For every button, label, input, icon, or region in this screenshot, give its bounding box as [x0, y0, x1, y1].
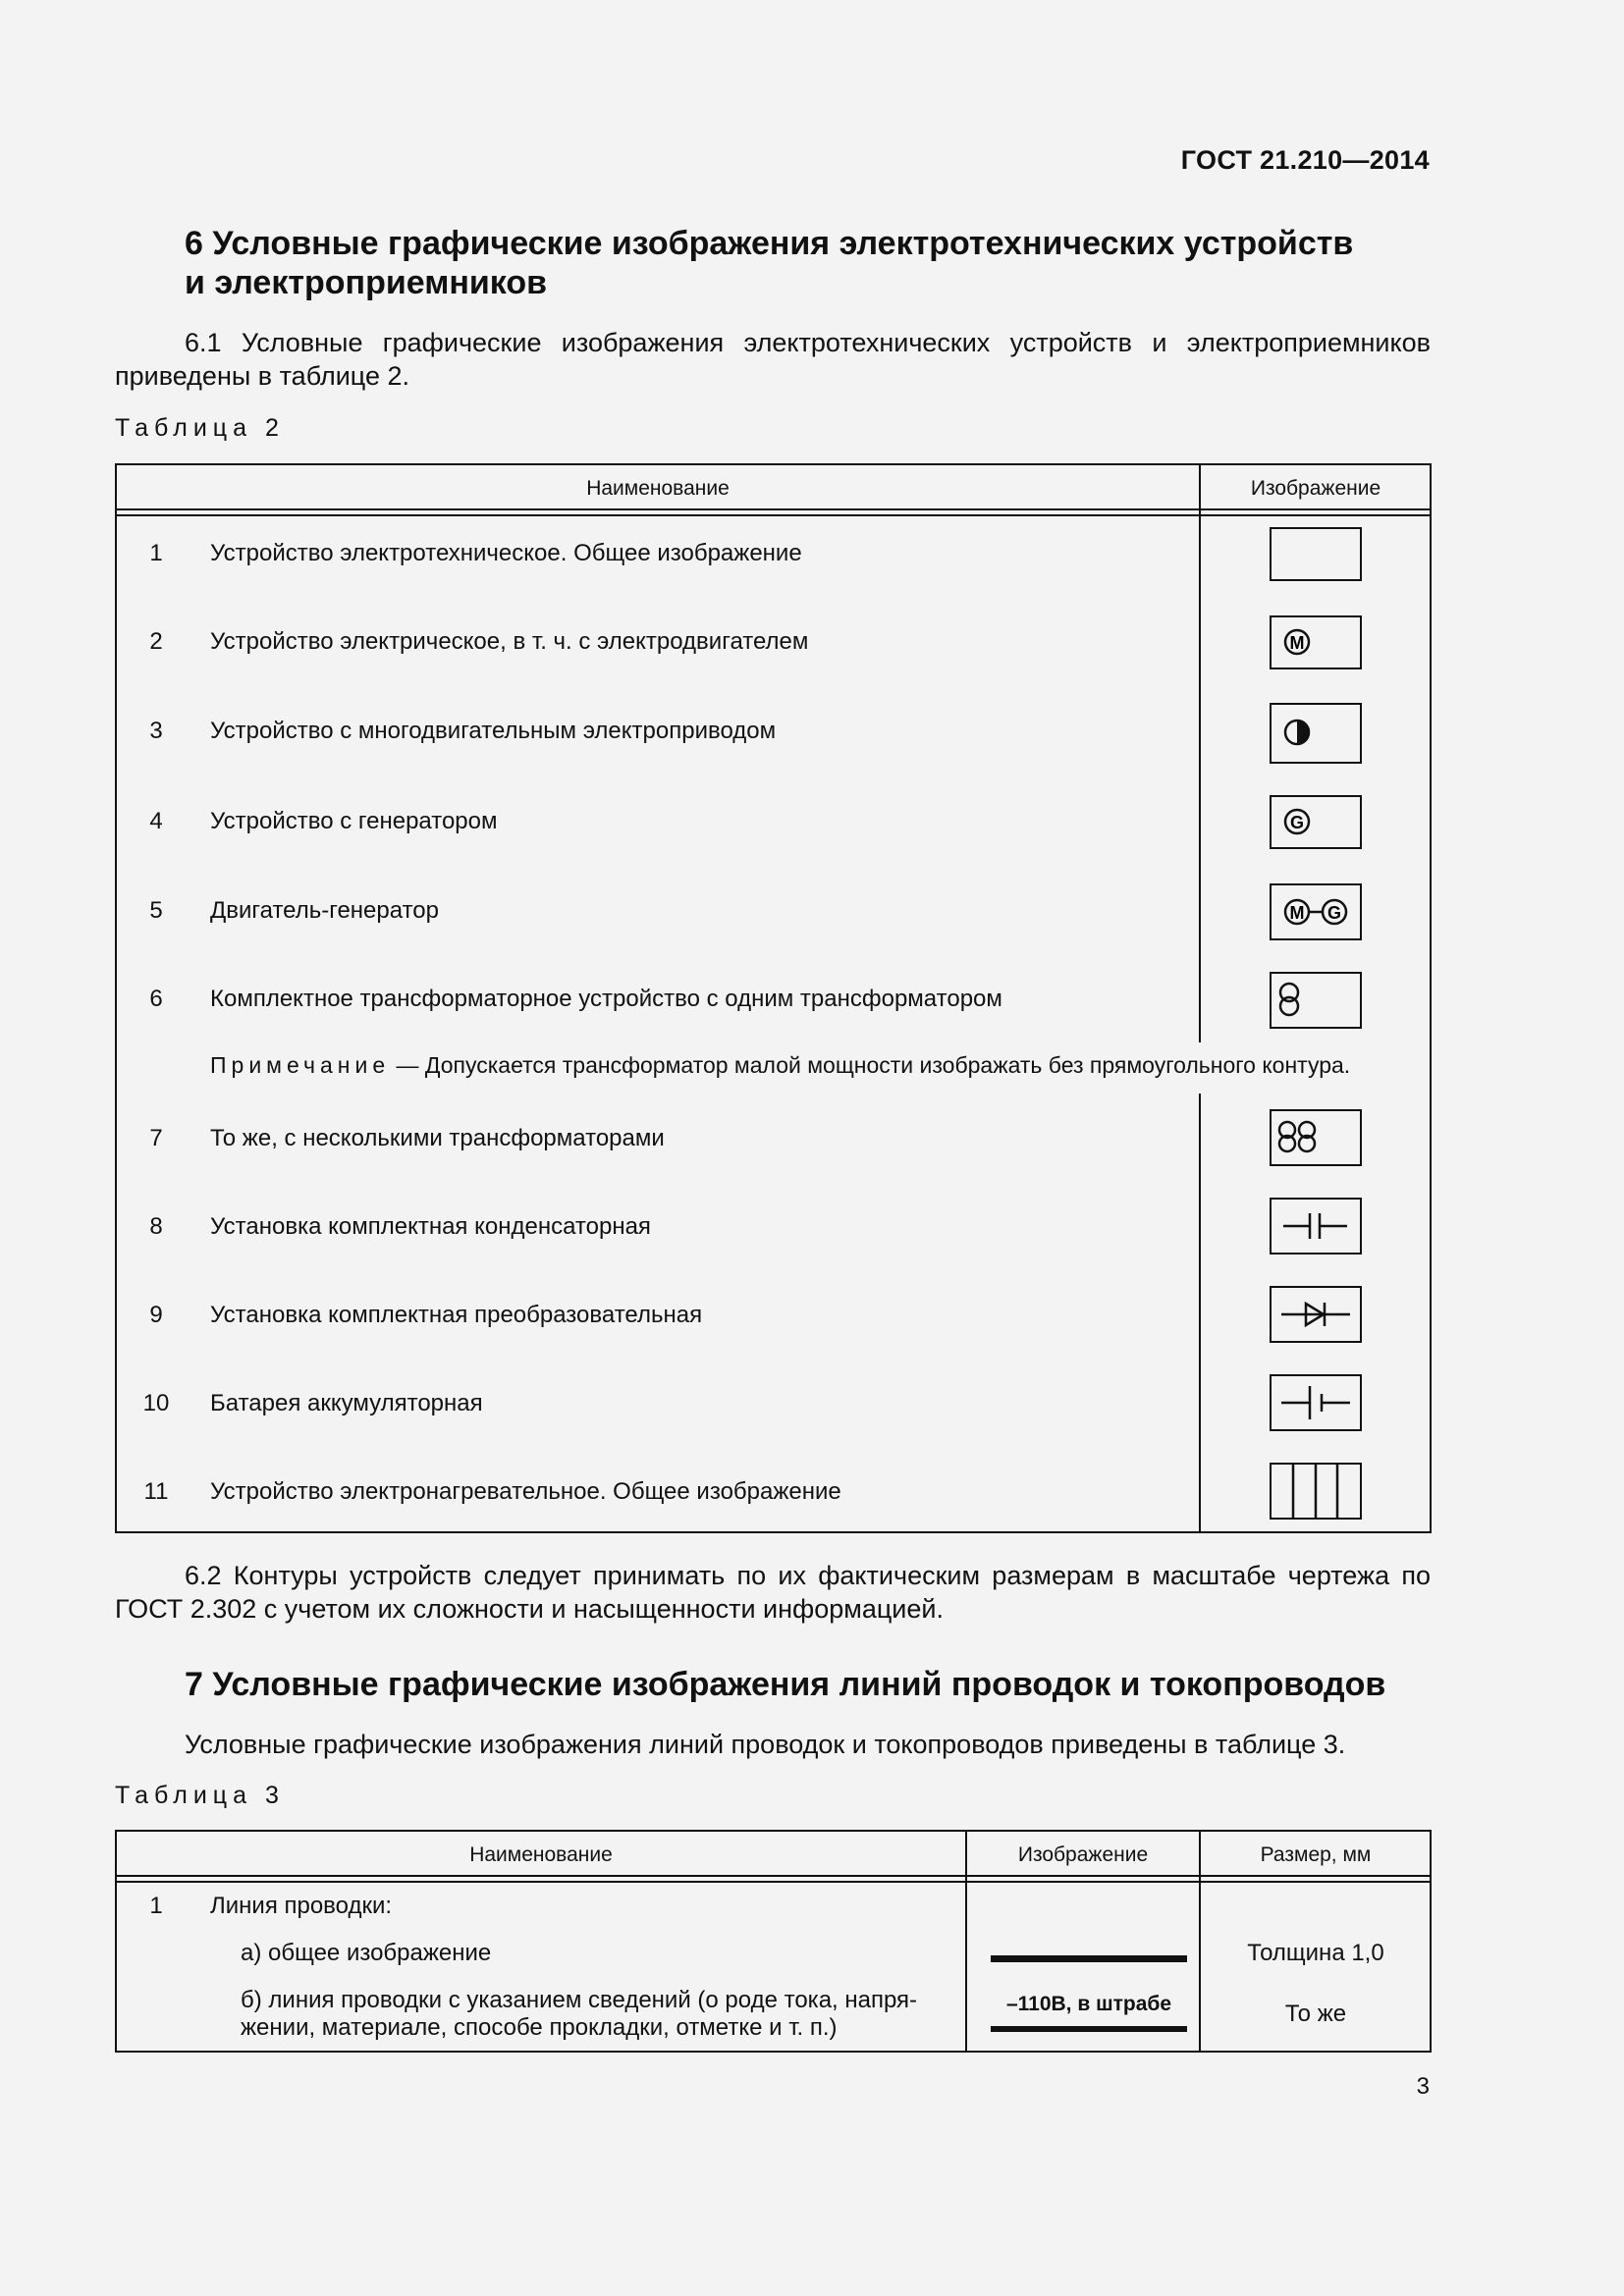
paragraph-6-2: 6.2 Контуры устройств следует принимать по их фактическим размерам в масштабе чертежа по ГОСТ 2.302 с учетом их сложности и насыщенности информацией.	[115, 1561, 1431, 1624]
table-2	[115, 463, 1432, 1533]
table-3	[115, 1830, 1432, 2053]
line-label: –110В, в штрабе	[1005, 1993, 1172, 2015]
row-text: Батарея аккумуляторная	[210, 1390, 483, 1416]
standard-designation: ГОСТ 21.210—2014	[1180, 145, 1430, 175]
note-label: Примечание	[210, 1052, 391, 1078]
motor-generator-icon	[1270, 883, 1362, 940]
empty-rectangle-icon	[1270, 527, 1362, 581]
row-size: Толщина 1,0	[1247, 1940, 1384, 1966]
table-2-caption: Таблица 2	[115, 414, 285, 442]
section-6-title	[185, 224, 1353, 302]
row-text: а) общее изображение	[241, 1940, 492, 1966]
multiple-transformers-icon	[1270, 1109, 1362, 1166]
capacitor-icon	[1270, 1198, 1362, 1255]
row-text: Устройство с генератором	[210, 808, 498, 834]
diode-icon	[1270, 1286, 1362, 1343]
row-number: 1	[149, 1893, 163, 1919]
row-number: 1	[149, 540, 163, 566]
row-number: 2	[149, 628, 163, 655]
table-2-divider-bottom	[1199, 1094, 1201, 1531]
section-6-title-line1: 6 Условные графические изображения электротехнических устройств	[185, 225, 1354, 262]
row-text: Устройство электротехническое. Общее изображение	[210, 540, 802, 566]
generator-icon	[1270, 795, 1362, 849]
row-number: 9	[149, 1302, 163, 1328]
row-number: 11	[143, 1478, 169, 1505]
battery-icon	[1270, 1374, 1362, 1431]
row-text: То же, с несколькими трансформаторами	[210, 1125, 665, 1151]
motor-icon	[1270, 615, 1362, 669]
table-3-header-image: Изображение	[1017, 1843, 1149, 1866]
table-2-note	[210, 1052, 1350, 1079]
half-filled-circle-icon	[1270, 703, 1362, 764]
table-3-caption: Таблица 3	[115, 1782, 285, 1809]
row-text-line: жении, материале, способе прокладки, отметке и т. п.)	[241, 2014, 838, 2041]
table-3-header-size: Размер, мм	[1260, 1843, 1372, 1866]
table-2-header-rule	[117, 508, 1430, 516]
section-7-title: 7 Условные графические изображения линий проводок и токопроводов	[185, 1666, 1386, 1703]
row-text: Двигатель-генератор	[210, 897, 439, 924]
row-size: То же	[1284, 2001, 1347, 2027]
row-text: Установка комплектная преобразовательная	[210, 1302, 703, 1328]
table-3-header-name: Наименование	[469, 1843, 613, 1866]
row-text: Устройство электронагревательное. Общее изображение	[210, 1478, 841, 1505]
row-number: 6	[149, 986, 163, 1012]
row-text-line: б) линия проводки с указанием сведений (о роде тока, напря-	[241, 1987, 918, 2013]
row-number: 3	[149, 718, 163, 744]
note-text: — Допускается трансформатор малой мощности изображать без прямоугольного контура.	[390, 1052, 1351, 1078]
svg-text:G: G	[1289, 813, 1305, 832]
svg-text:G: G	[1326, 903, 1342, 923]
row-number: 5	[149, 897, 163, 924]
paragraph-6-1: 6.1 Условные графические изображения электротехнических устройств и электроприемников приведены в таблице 2.	[115, 328, 1431, 391]
row-text: Комплектное трансформаторное устройство с одним трансформатором	[210, 986, 1002, 1012]
row-number: 10	[142, 1390, 170, 1416]
svg-text:M: M	[1289, 903, 1305, 923]
single-transformer-icon	[1270, 972, 1362, 1029]
section-6-title-line2: и электроприемников	[185, 264, 548, 301]
row-number: 7	[149, 1125, 163, 1151]
row-text: Установка комплектная конденсаторная	[210, 1213, 651, 1240]
paragraph-7-1: Условные графические изображения линий проводок и токопроводов приведены в таблице 3.	[185, 1730, 1346, 1759]
row-text	[241, 1987, 952, 2042]
table-2-divider-top	[1199, 465, 1201, 1042]
row-text: Устройство с многодвигательным электроприводом	[210, 718, 777, 744]
row-number: 8	[149, 1213, 163, 1240]
row-text: Устройство электрическое, в т. ч. с электродвигателем	[210, 628, 809, 655]
table-2-header-name: Наименование	[586, 477, 730, 500]
svg-text:M: M	[1289, 633, 1305, 653]
row-number: 4	[149, 808, 163, 834]
table-2-header-image: Изображение	[1250, 477, 1381, 500]
heater-icon	[1270, 1463, 1362, 1520]
row-text: Линия проводки:	[210, 1893, 393, 1919]
thick-line-icon	[991, 2026, 1187, 2032]
thick-line-icon	[991, 1955, 1187, 1962]
page-number: 3	[1416, 2073, 1430, 2100]
table-3-header-rule	[117, 1875, 1430, 1883]
